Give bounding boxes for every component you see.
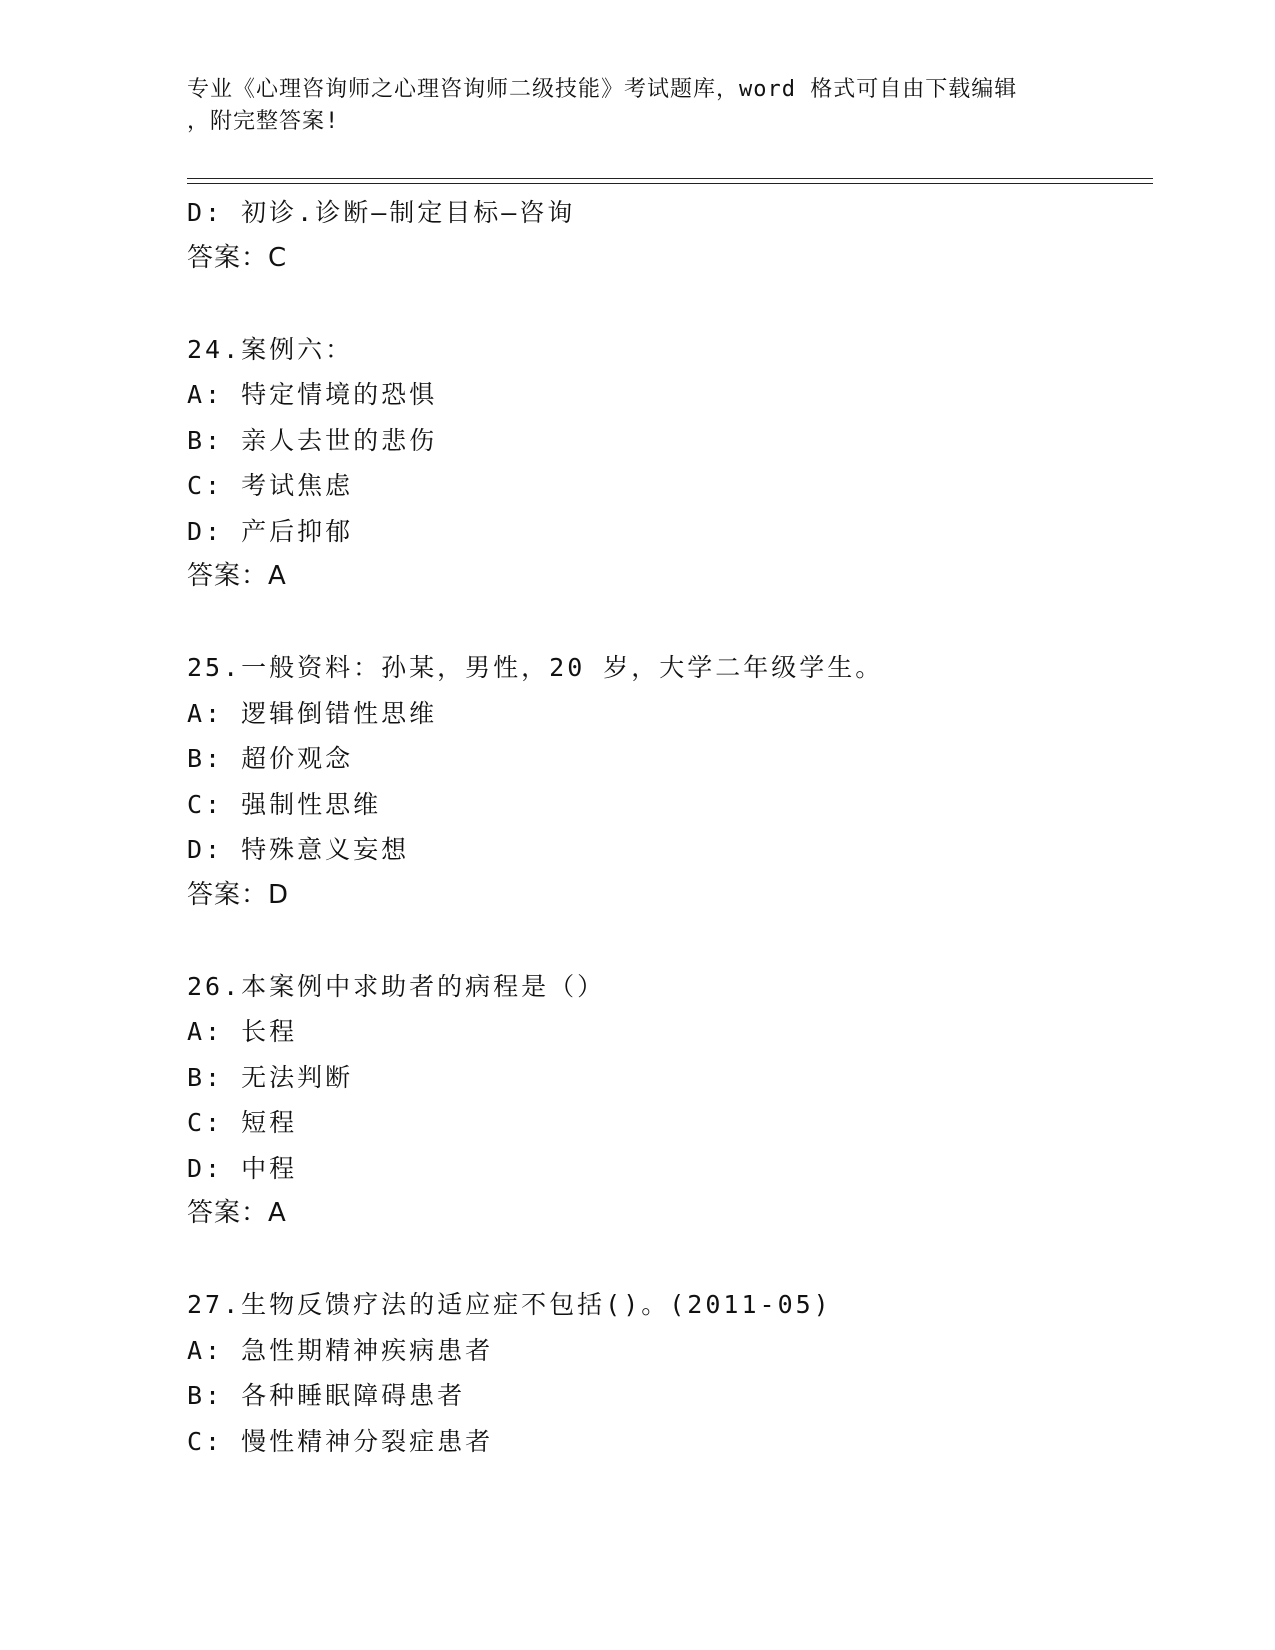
option-d: D: 初诊.诊断—制定目标—咨询 bbox=[187, 198, 576, 227]
header-line-2: ，附完整答案! bbox=[187, 109, 340, 134]
answer: 答案：C bbox=[187, 242, 288, 273]
question-list bbox=[187, 190, 1137, 1464]
question-26 bbox=[187, 964, 1137, 1237]
question-stem: 27.生物反馈疗法的适应症不包括()。(2011-05) bbox=[187, 1290, 832, 1319]
answer: 答案：A bbox=[187, 1198, 287, 1228]
spacer bbox=[187, 918, 1137, 964]
answer: 答案：A bbox=[187, 561, 287, 591]
option-a: A: 急性期精神疾病患者 bbox=[187, 1335, 494, 1365]
option-c: C: 强制性思维 bbox=[187, 789, 382, 819]
document-header bbox=[187, 74, 1087, 138]
option-c: C: 慢性精神分裂症患者 bbox=[187, 1426, 494, 1456]
option-b: B: 亲人去世的悲伤 bbox=[187, 425, 438, 455]
question-stem: 25.一般资料：孙某，男性，20 岁，大学二年级学生。 bbox=[187, 653, 884, 682]
option-d: D: 特殊意义妄想 bbox=[187, 835, 410, 864]
spacer bbox=[187, 600, 1137, 646]
option-b: B: 各种睡眠障碍患者 bbox=[187, 1381, 466, 1410]
question-24 bbox=[187, 327, 1137, 600]
option-b: B: 超价观念 bbox=[187, 744, 354, 773]
option-a: A: 长程 bbox=[187, 1017, 298, 1046]
option-c: C: 考试焦虑 bbox=[187, 471, 354, 500]
question-25 bbox=[187, 645, 1137, 918]
spacer bbox=[187, 281, 1137, 327]
spacer bbox=[187, 1237, 1137, 1283]
previous-question-tail bbox=[187, 190, 1137, 281]
question-27 bbox=[187, 1282, 1137, 1464]
answer: 答案：D bbox=[187, 879, 290, 910]
option-d: D: 产后抑郁 bbox=[187, 516, 354, 546]
header-divider-top bbox=[187, 178, 1153, 179]
header-divider-bottom bbox=[187, 183, 1153, 184]
question-stem: 24.案例六： bbox=[187, 334, 354, 364]
header-line-1: 专业《心理咨询师之心理咨询师二级技能》考试题库，word 格式可自由下载编辑 bbox=[187, 77, 1018, 102]
option-a: A: 逻辑倒错性思维 bbox=[187, 698, 438, 728]
option-a: A: 特定情境的恐惧 bbox=[187, 380, 438, 409]
option-b: B: 无法判断 bbox=[187, 1062, 354, 1092]
question-stem: 26.本案例中求助者的病程是（） bbox=[187, 971, 606, 1001]
option-d: D: 中程 bbox=[187, 1153, 298, 1183]
option-c: C: 短程 bbox=[187, 1108, 298, 1137]
